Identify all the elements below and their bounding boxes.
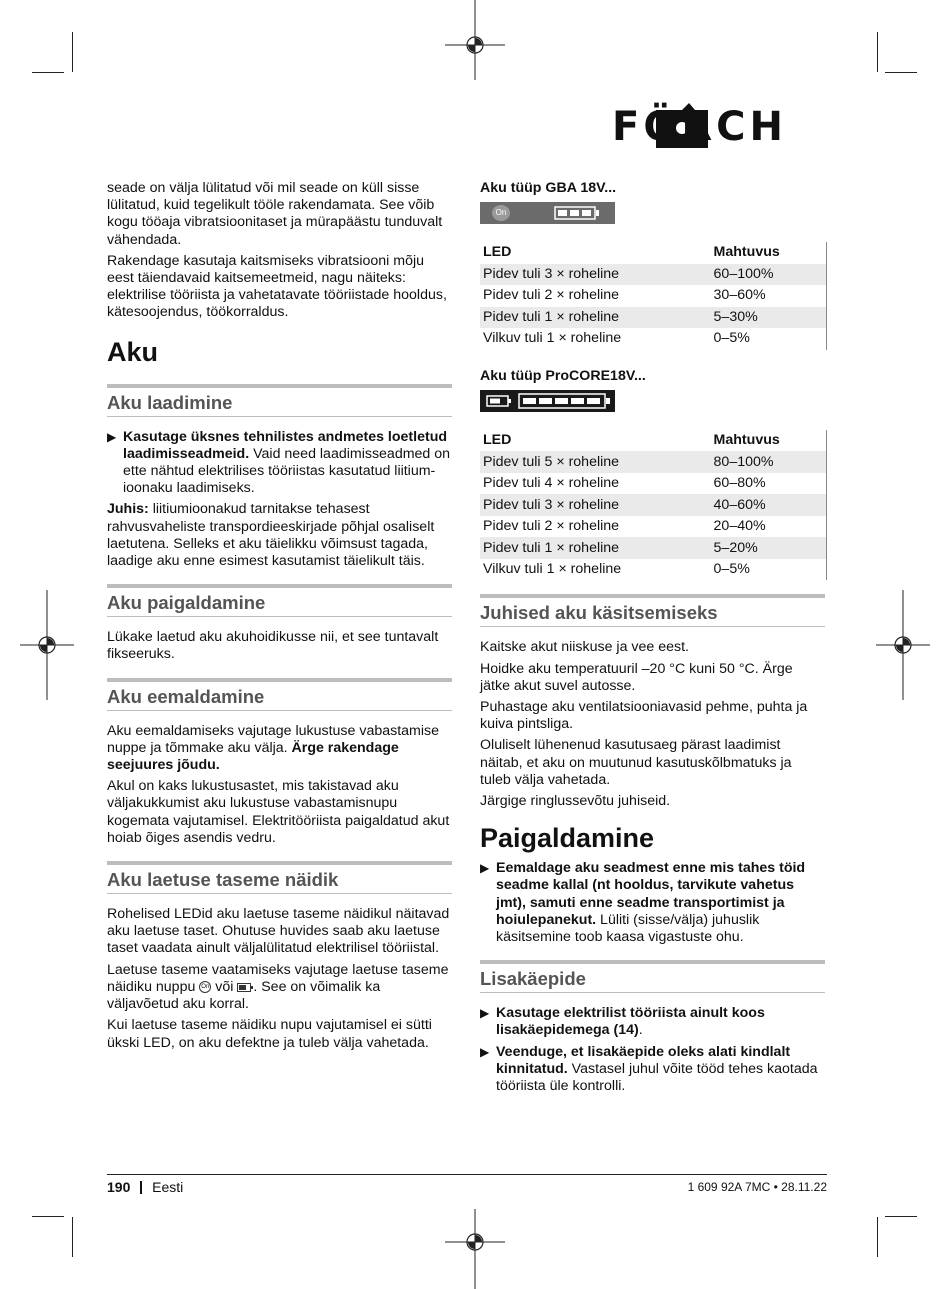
paragraph: Hoidke aku temperatuuril –20 °C kuni 50 °C. Ärge jätke akut suvel autosse. bbox=[480, 660, 793, 694]
table-cell: 40–60% bbox=[714, 494, 827, 516]
paragraph: Akul on kaks lukustusastet, mis takistavad aku väljakukkumist aku lukustuse vabastamisnupu kogemata vajutamisel. Elektritööriista paigaldatud akut hoiab õiges asendis vedru. bbox=[107, 778, 450, 846]
table-cell: 60–80% bbox=[714, 473, 827, 495]
crop-mark bbox=[877, 32, 878, 72]
table-cell: 30–60% bbox=[714, 285, 827, 307]
table-cell: Pidev tuli 5 × roheline bbox=[480, 451, 714, 473]
table-cell: Pidev tuli 1 × roheline bbox=[480, 537, 714, 559]
on-button-icon: On bbox=[199, 981, 211, 993]
table-cell: Vilkuv tuli 1 × roheline bbox=[483, 330, 622, 347]
table-row bbox=[480, 451, 827, 473]
battery-leds-icon bbox=[554, 206, 600, 220]
table-cell: 60–100% bbox=[714, 264, 827, 286]
list-item bbox=[480, 860, 825, 946]
footer-language: Eesti bbox=[152, 1179, 184, 1195]
battery-type-caption: Aku tüüp GBA 18V... bbox=[480, 180, 617, 196]
note-label: Juhis: bbox=[107, 501, 149, 518]
heading-aku-laadimine: Aku laadimine bbox=[107, 384, 452, 417]
registration-mark-icon bbox=[876, 590, 930, 700]
crop-mark bbox=[72, 32, 73, 72]
left-column bbox=[107, 180, 452, 1056]
instruction-text: . bbox=[638, 1022, 643, 1039]
intro-paragraph: Rakendage kasutaja kaitsmiseks vibratsiooni mõju eest täiendavaid kaitsemeetmeid, nagu näiteks: elektrilise tööriista ja vahetatavate tööriistade hooldus, kätesoojendus, töökorraldus. bbox=[107, 252, 447, 321]
section-title-aku: Aku bbox=[107, 336, 159, 367]
bold-instruction: Kasutage üksnes tehnilistes andmetes loetletud laadimisseadmeid. bbox=[123, 428, 448, 462]
heading-aku-paigaldamine: Aku paigaldamine bbox=[107, 584, 452, 617]
crop-mark bbox=[885, 72, 917, 73]
paragraph: Lükake laetud aku akuhoidikusse nii, et see tuntavalt fikseeruks. bbox=[107, 629, 439, 663]
table-cell: 0–5% bbox=[714, 559, 827, 581]
bold-warning: Ärge rakendage seejuures jõudu. bbox=[107, 739, 399, 774]
paragraph-text: Laetuse taseme vaatamiseks vajutage laetuse taseme näidiku nuppu bbox=[107, 961, 449, 995]
table-cell: Pidev tuli 4 × roheline bbox=[483, 475, 620, 492]
crop-mark bbox=[32, 1216, 64, 1217]
battery-leds-icon bbox=[518, 393, 611, 409]
procore-led-table bbox=[480, 430, 827, 581]
registration-mark-icon bbox=[445, 1209, 505, 1289]
brand-logo bbox=[612, 100, 827, 148]
table-header-row bbox=[480, 430, 827, 452]
paragraph-text: Aku eemaldamiseks vajutage lukustuse vabastamise nuppe ja tõmmake aku välja. bbox=[107, 722, 439, 756]
on-button: On bbox=[492, 205, 510, 221]
paragraph-text: . See on võimalik ka väljavõetud aku korral. bbox=[107, 978, 381, 1013]
paragraph: Kaitske akut niiskuse ja vee eest. bbox=[480, 639, 689, 656]
table-row bbox=[480, 473, 827, 495]
table-header: Mahtuvus bbox=[714, 242, 827, 264]
table-row bbox=[480, 494, 827, 516]
battery-button-icon bbox=[486, 395, 512, 407]
table-cell: 80–100% bbox=[714, 451, 827, 473]
table-row bbox=[480, 516, 827, 538]
note-paragraph bbox=[107, 501, 452, 570]
list-item bbox=[480, 1005, 825, 1039]
crop-mark bbox=[885, 1216, 917, 1217]
page-footer bbox=[107, 1174, 827, 1195]
gba-battery-indicator bbox=[480, 202, 615, 224]
table-row bbox=[480, 328, 827, 350]
table-header-row bbox=[480, 242, 827, 264]
paragraph: Kui laetuse taseme näidiku nupu vajutamisel ei sütti ükski LED, on aku defektne ja tuleb välja vahetada. bbox=[107, 1017, 432, 1051]
crop-mark bbox=[877, 1217, 878, 1257]
crop-mark bbox=[32, 72, 64, 73]
table-cell: Pidev tuli 2 × roheline bbox=[483, 518, 620, 535]
heading-juhised: Juhised aku käsitsemiseks bbox=[480, 594, 825, 627]
intro-paragraph: seade on välja lülitatud või mil seade on küll sisse lülitatud, kuid tegelikult tööle rakendamata. See võib kogu tööaja vibratsioonitaset ja mürapäästu tunduvalt vähendada. bbox=[107, 180, 443, 248]
paragraph: Rohelised LEDid aku laetuse taseme näidikul näitavad aku laetuse taset. Ohutuse huvides saab aku laetuse taset vaadata ainult väljalülitatud elektrilisel tööriistal. bbox=[107, 906, 450, 957]
table-cell: 20–40% bbox=[714, 516, 827, 538]
gba-led-table bbox=[480, 242, 827, 350]
table-row bbox=[480, 307, 827, 329]
bold-instruction: Eemaldage aku seadmest enne mis tahes töid seadme kallal (nt hooldus, tarvikute vahetus jmt), samuti enne seadme transportimist ja hoiulepanekut. bbox=[496, 860, 806, 928]
list-item bbox=[107, 429, 452, 498]
paragraph: Oluliselt lühenenud kasutusaeg pärast laadimist näitab, et aku on muutunud kasutuskõlbmatuks ja tuleb välja vahetada. bbox=[480, 737, 792, 788]
paragraph bbox=[107, 962, 452, 1014]
table-row bbox=[480, 264, 827, 286]
battery-type-caption: Aku tüüp ProCORE18V... bbox=[480, 367, 646, 384]
right-column bbox=[480, 180, 825, 1099]
list-item bbox=[480, 1044, 825, 1096]
table-row bbox=[480, 285, 827, 307]
table-row bbox=[480, 559, 827, 581]
instruction-text: Vastasel juhul võite tööd tehes kaotada tööriista üle kontrolli. bbox=[496, 1060, 818, 1095]
triangle-bullet-icon: ▶ bbox=[480, 1006, 490, 1021]
heading-lisakaepide: Lisakäepide bbox=[480, 960, 825, 993]
triangle-bullet-icon: ▶ bbox=[480, 1044, 490, 1059]
crop-mark bbox=[72, 1217, 73, 1257]
section-title-paigaldamine: Paigaldamine bbox=[480, 823, 655, 854]
footer-doc-code: 1 609 92A 7MC • 28.11.22 bbox=[687, 1180, 827, 1194]
table-cell: Pidev tuli 1 × roheline bbox=[480, 307, 714, 329]
procore-battery-indicator bbox=[480, 390, 615, 412]
table-header: Mahtuvus bbox=[714, 430, 827, 452]
note-text: liitiumioonakud tarnitakse tehasest rahvusvaheliste transpordieeskirjade põhjal osaliselt laetutena. Selleks et aku täielikku võimsust tagada, laadige aku enne esimest kasutamist täielikult täis. bbox=[107, 501, 435, 570]
table-cell: Pidev tuli 3 × roheline bbox=[480, 494, 714, 516]
table-cell: 5–30% bbox=[714, 307, 827, 329]
table-row bbox=[480, 537, 827, 559]
paragraph bbox=[107, 723, 452, 775]
heading-aku-eemaldamine: Aku eemaldamine bbox=[107, 678, 452, 711]
triangle-bullet-icon: ▶ bbox=[480, 861, 490, 876]
table-cell: Vilkuv tuli 1 × roheline bbox=[483, 561, 622, 578]
bold-instruction: Kasutage elektrilist tööriista ainult koos lisakäepidemega (14) bbox=[496, 1005, 765, 1039]
page-number: 190 bbox=[107, 1179, 131, 1195]
paragraph-text: või bbox=[211, 978, 238, 995]
footer-separator bbox=[140, 1181, 142, 1194]
instruction-text: Lüliti (sisse/välja) juhuslik käsitsemine toob kaasa vigastuste ohu. bbox=[496, 911, 760, 946]
paragraph: Puhastage aku ventilatsiooniavasid pehme, puhta ja kuiva pintsliga. bbox=[480, 699, 808, 733]
table-header: LED bbox=[483, 244, 512, 261]
battery-button-icon bbox=[237, 983, 253, 992]
heading-aku-laetuse-naidik: Aku laetuse taseme näidik bbox=[107, 861, 452, 894]
table-cell: 0–5% bbox=[714, 328, 827, 350]
registration-mark-icon bbox=[20, 590, 74, 700]
instruction-text: Vaid need laadimisseadmed on ette nähtud elektrilises tööriistas kasutatud liitium-ioonaku laadimiseks. bbox=[123, 445, 451, 497]
registration-mark-icon bbox=[445, 0, 505, 80]
paragraph: Järgige ringlussevõtu juhiseid. bbox=[480, 793, 671, 810]
triangle-bullet-icon: ▶ bbox=[107, 429, 117, 444]
table-cell: Pidev tuli 2 × roheline bbox=[483, 287, 620, 304]
table-header: LED bbox=[483, 432, 512, 449]
table-cell: 5–20% bbox=[714, 537, 827, 559]
table-cell: Pidev tuli 3 × roheline bbox=[480, 264, 714, 286]
brand-name: FÖRCH bbox=[612, 104, 787, 150]
bold-instruction: Veenduge, et lisakäepide oleks alati kindlalt kinnitatud. bbox=[496, 1043, 791, 1077]
